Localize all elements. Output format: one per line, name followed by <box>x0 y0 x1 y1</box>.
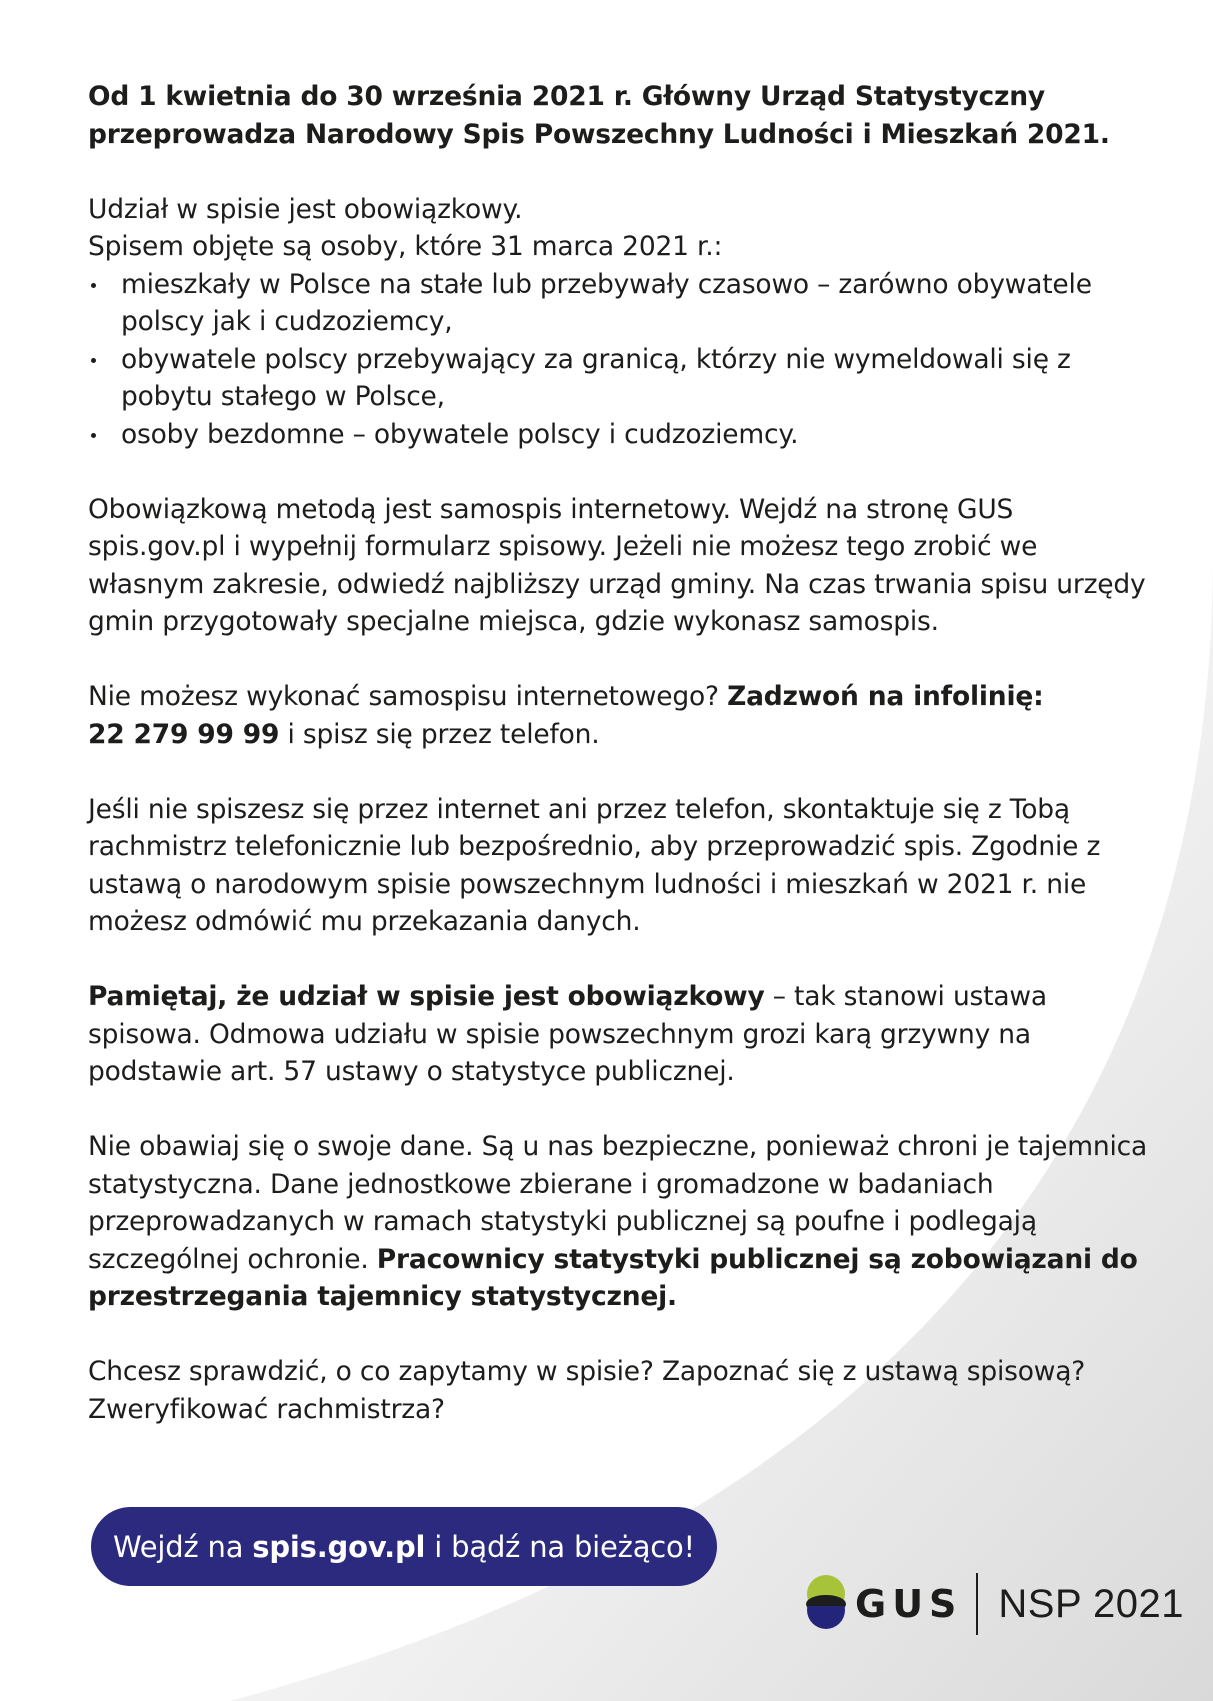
infoline-paragraph <box>88 678 1148 753</box>
headline-line-2: przeprowadza Narodowy Spis Powszechny Ludności i Mieszkań 2021. <box>88 118 1110 150</box>
visit-spis-button[interactable] <box>91 1507 717 1586</box>
list-item: obywatele polscy przebywający za granicą, którzy nie wymeldowali się z pobytu stałego w Polsce, <box>88 341 1148 416</box>
obligation-line-2: Spisem objęte są osoby, które 31 marca 2021 r.: <box>88 231 723 262</box>
covered-persons-list <box>88 266 1148 454</box>
penalty-text: – tak stanowi ustawa spisowa. Odmowa udziału w spisie powszechnym grozi karą grzywny na podstawie art. 57 ustawy o statystyce publicznej. <box>88 981 1047 1087</box>
cta-before: Wejdź na <box>113 1529 253 1564</box>
list-item: osoby bezdomne – obywatele polscy i cudzoziemcy. <box>88 416 1148 454</box>
infoline-call: Zadzwoń na infolinię: <box>727 681 1044 712</box>
privacy-paragraph <box>88 1128 1148 1316</box>
leaflet-body <box>88 78 1148 1428</box>
headline-line-1: Od 1 kwietnia do 30 września 2021 r. Główny Urząd Statystyczny <box>88 81 1046 112</box>
list-item: mieszkały w Polsce na stałe lub przebywały czasowo – zarówno obywatele polscy jak i cudzoziemcy, <box>88 266 1148 341</box>
gus-logo-icon <box>805 1573 847 1635</box>
cta-after: i bądź na bieżąco! <box>425 1529 695 1564</box>
penalty-paragraph <box>88 978 1148 1091</box>
method-paragraph: Obowiązkową metodą jest samospis internetowy. Wejdź na stronę GUS spis.gov.pl i wypełnij formularz spisowy. Jeżeli nie możesz tego zrobić we własnym zakresie, odwiedź najbliższy urząd gminy. Na czas trwania spisu urzędy gmin przygotowały specjalne miejsca, gdzie wykonasz samospis. <box>88 493 1146 637</box>
obligation-intro <box>88 191 1148 266</box>
enumerator-paragraph: Jeśli nie spiszesz się przez internet ani przez telefon, skontaktuje się z Tobą rachmistrz telefonicznie lub bezpośrednio, aby przeprowadzić spis. Zgodnie z ustawą o narodowym spisie powszechnym ludności i mieszkań w 2021 r. nie możesz odmówić mu przekazania danych. <box>88 793 1101 937</box>
infoline-text: Nie możesz wykonać samospisu internetowego? <box>88 681 728 712</box>
gus-wordmark: GUS <box>855 1582 963 1626</box>
nsp-wordmark: NSP 2021 <box>998 1581 1185 1626</box>
questions-paragraph: Chcesz sprawdzić, o co zapytamy w spisie? Zapoznać się z ustawą spisową? Zweryfikować rachmistrza? <box>88 1356 1086 1425</box>
infoline-phone: 22 279 99 99 <box>88 718 280 750</box>
penalty-bold: Pamiętaj, że udział w spisie jest obowiązkowy <box>88 981 765 1012</box>
headline <box>88 78 1148 153</box>
privacy-bold: Pracownicy statystyki publicznej są zobowiązani do przestrzegania tajemnicy statystycznej. <box>88 1243 1138 1312</box>
infoline-after: i spisz się przez telefon. <box>279 718 600 750</box>
obligation-line-1: Udział w spisie jest obowiązkowy. <box>88 193 523 225</box>
cta-link[interactable]: spis.gov.pl <box>252 1529 426 1564</box>
logo-divider <box>976 1573 978 1635</box>
gus-nsp-logo <box>805 1571 1184 1637</box>
privacy-text: Nie obawiaj się o swoje dane. Są u nas bezpieczne, ponieważ chroni je tajemnica statystyczna. Dane jednostkowe zbierane i gromadzone w badaniach przeprowadzanych w ramach statystyki publicznej są poufne i podlegają szczególnej ochronie. <box>88 1131 1148 1275</box>
